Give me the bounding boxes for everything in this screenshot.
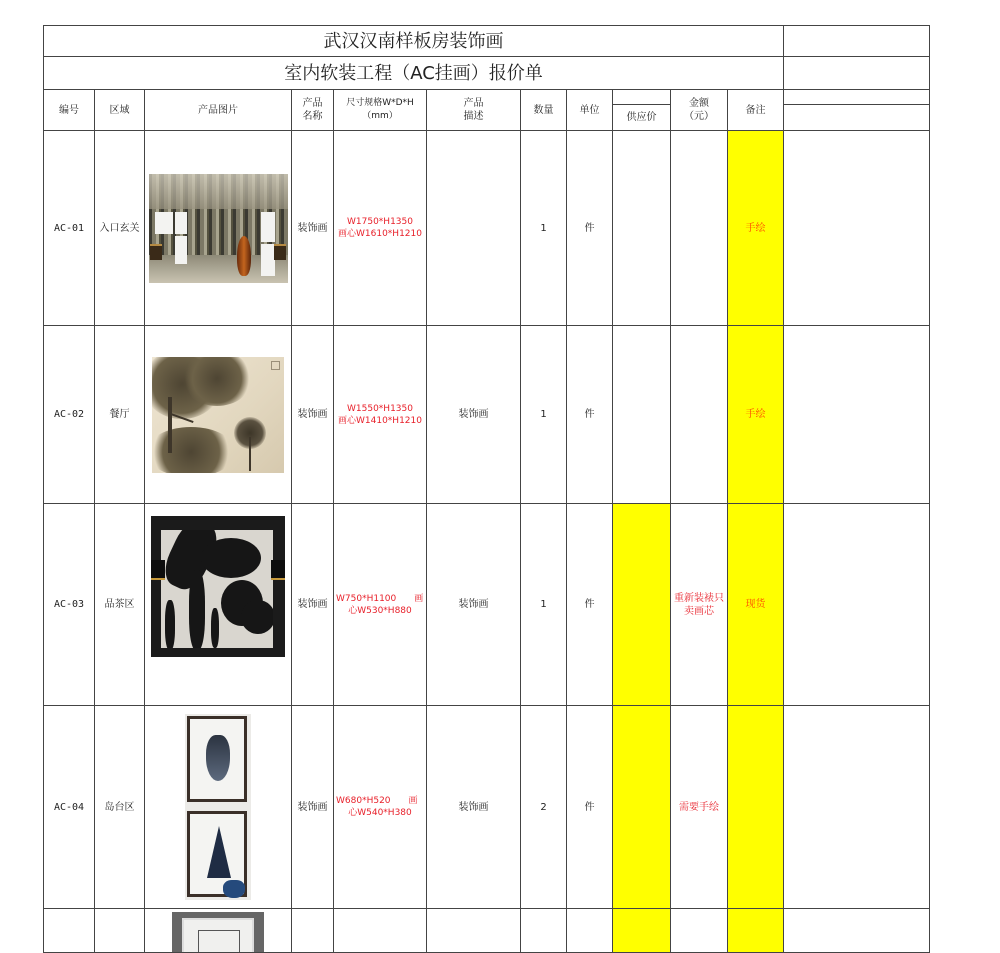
table-row [44,909,930,953]
amount-line2: 卖画芯 [684,605,714,617]
cell-unit[interactable] [567,909,613,953]
header-desc-line2: 描述 [463,111,484,122]
cell-area[interactable]: 品茶区 [95,504,145,706]
header-area[interactable]: 区域 [95,90,145,131]
cell-qty[interactable]: 1 [521,504,567,706]
header-picture[interactable]: 产品图片 [145,90,292,131]
empty-cell[interactable] [784,326,930,504]
cell-spec[interactable] [334,909,427,953]
header-name-line2: 名称 [302,111,323,122]
cell-remark[interactable]: 手绘 [728,326,784,504]
cell-code[interactable]: AC-04 [44,706,95,909]
cell-qty[interactable] [521,909,567,953]
table-row [44,326,930,504]
table-row [44,131,930,326]
header-description[interactable] [427,90,521,131]
header-supply-price[interactable]: 供应价 [613,105,671,131]
spec-line2: 心W530*H880 [348,605,412,616]
cell-picture[interactable] [145,706,292,909]
cell-picture[interactable] [145,909,292,953]
header-amount-line1: 金额 [689,98,709,109]
cell-area[interactable]: 岛台区 [95,706,145,909]
header-amount[interactable] [671,90,728,131]
cell-qty[interactable]: 1 [521,326,567,504]
cell-supply-price[interactable] [613,504,671,706]
cell-unit[interactable]: 件 [567,706,613,909]
cell-description[interactable] [427,909,521,953]
header-qty[interactable]: 数量 [521,90,567,131]
cell-amount[interactable] [671,326,728,504]
cell-remark[interactable]: 现货 [728,504,784,706]
cell-supply-price[interactable] [613,131,671,326]
framed-painting-partial-image [172,912,264,952]
sepia-trees-painting-image [152,357,284,473]
cell-amount[interactable]: 需要手绘 [671,706,728,909]
table-row [44,504,930,706]
empty-cell[interactable] [784,706,930,909]
cell-unit[interactable]: 件 [567,326,613,504]
spec-line1: W750*H1100 画 [336,593,424,604]
cell-picture[interactable] [145,504,292,706]
black-abstract-painting-image [151,516,285,657]
cell-qty[interactable]: 1 [521,131,567,326]
forest-mural-painting-image [149,174,288,283]
header-spec-line1: 尺寸规格W*D*H [346,98,414,108]
cell-qty[interactable]: 2 [521,706,567,909]
header-code[interactable]: 编号 [44,90,95,131]
empty-cell[interactable] [784,26,930,57]
table-row [44,706,930,909]
spec-line1: W1550*H1350 [347,403,413,414]
cell-code[interactable] [44,909,95,953]
cell-name[interactable] [292,909,334,953]
header-spec[interactable] [334,90,427,131]
amount-line1: 重新装裱只 [674,592,724,604]
header-supply-top[interactable] [613,90,671,105]
cell-description[interactable]: 装饰画 [427,326,521,504]
spec-line2: 心W540*H380 [348,808,412,818]
cell-code[interactable]: AC-02 [44,326,95,504]
cell-description[interactable] [427,131,521,326]
header-desc-line1: 产品 [463,98,484,109]
empty-cell[interactable] [784,909,930,953]
cell-name[interactable]: 装饰画 [292,504,334,706]
cell-supply-price[interactable] [613,326,671,504]
cell-unit[interactable]: 件 [567,131,613,326]
cell-remark[interactable]: 手绘 [728,131,784,326]
header-name[interactable] [292,90,334,131]
empty-cell[interactable] [784,131,930,326]
header-amount-line2: （元） [684,111,714,122]
cell-area[interactable] [95,909,145,953]
cell-spec[interactable] [334,326,427,504]
quotation-table [43,25,930,953]
spec-line1: W1750*H1350 [347,217,413,227]
cell-amount[interactable] [671,131,728,326]
cell-spec[interactable] [334,706,427,909]
framed-leaf-prints-image [185,714,251,900]
quotation-sheet [43,25,930,953]
header-remark[interactable]: 备注 [728,90,784,131]
cell-unit[interactable]: 件 [567,504,613,706]
header-unit[interactable]: 单位 [567,90,613,131]
cell-spec[interactable] [334,131,427,326]
header-spec-line2: （mm） [362,111,398,121]
cell-code[interactable]: AC-03 [44,504,95,706]
empty-cell[interactable] [784,90,930,105]
empty-cell[interactable] [784,504,930,706]
cell-supply-price[interactable] [613,706,671,909]
cell-picture[interactable] [145,326,292,504]
spec-line2: 画心W1610*H1210 [338,229,422,239]
header-name-line1: 产品 [302,98,323,109]
cell-spec[interactable] [334,504,427,706]
cell-amount[interactable] [671,909,728,953]
cell-name[interactable]: 装饰画 [292,131,334,326]
cell-remark[interactable] [728,706,784,909]
cell-supply-price[interactable] [613,909,671,953]
cell-code[interactable]: AC-01 [44,131,95,326]
empty-cell[interactable] [784,105,930,131]
empty-cell[interactable] [784,57,930,90]
cell-picture[interactable] [145,131,292,326]
cell-area[interactable]: 入口玄关 [95,131,145,326]
document-title[interactable]: 武汉汉南样板房装饰画 [44,26,784,57]
document-subtitle[interactable]: 室内软装工程（AC挂画）报价单 [44,57,784,90]
cell-name[interactable]: 装饰画 [292,706,334,909]
cell-description[interactable]: 装饰画 [427,706,521,909]
cell-amount[interactable] [671,504,728,706]
cell-name[interactable]: 装饰画 [292,326,334,504]
spec-line2: 画心W1410*H1210 [338,415,422,426]
cell-area[interactable]: 餐厅 [95,326,145,504]
cell-remark[interactable] [728,909,784,953]
spec-line1: W680*H520 画 [336,796,418,806]
cell-description[interactable]: 装饰画 [427,504,521,706]
